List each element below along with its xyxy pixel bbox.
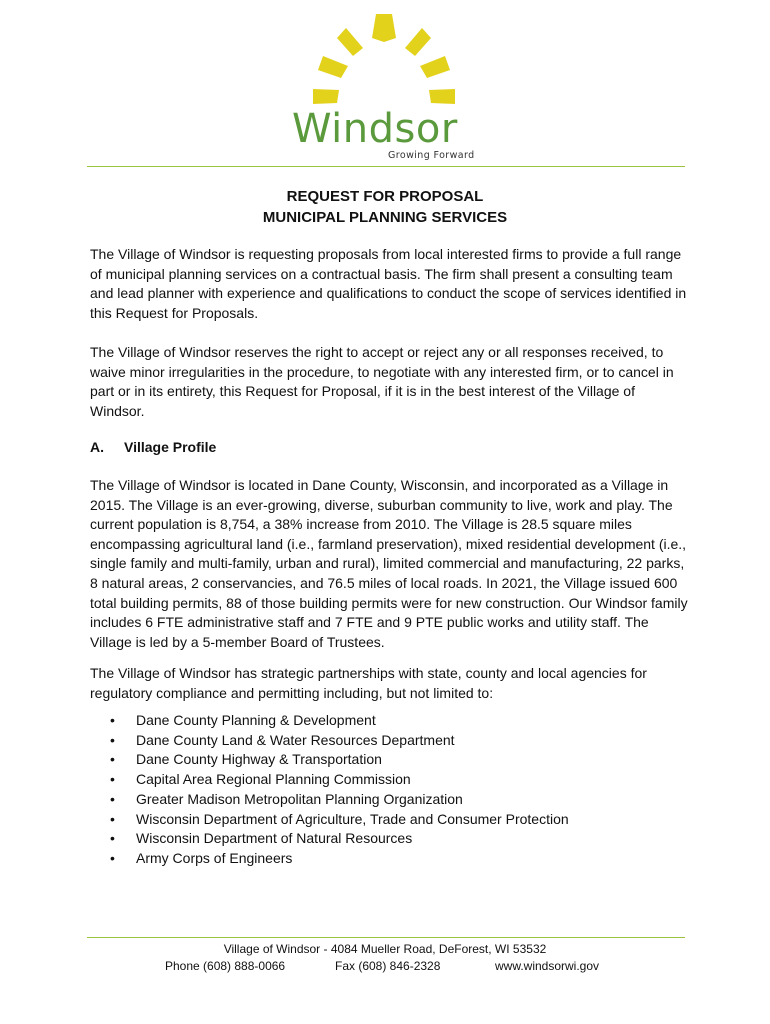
document-title: REQUEST FOR PROPOSAL	[286, 188, 484, 205]
footer-phone: Phone (608) 888-0066	[165, 959, 286, 973]
sun-ray	[372, 14, 396, 42]
bullet-icon: •	[110, 790, 115, 807]
sun-ray	[313, 89, 339, 104]
list-item: • Dane County Highway & Transportation	[110, 750, 569, 770]
sun-ray	[337, 28, 363, 56]
list-item: • Greater Madison Metropolitan Planning Organization	[110, 790, 569, 810]
section-heading	[90, 439, 216, 455]
list-item: • Wisconsin Department of Natural Resources	[110, 829, 569, 849]
footer-divider	[87, 937, 685, 938]
logo-tagline: Growing Forward	[388, 150, 475, 161]
agency-list	[110, 711, 569, 869]
footer-address: Village of Windsor - 4084 Mueller Road, DeForest, WI 53532	[223, 942, 547, 956]
sun-ray	[405, 28, 431, 56]
bullet-icon: •	[110, 830, 115, 847]
sun-ray	[318, 56, 348, 78]
bullet-icon: •	[110, 771, 115, 788]
list-item: • Army Corps of Engineers	[110, 849, 569, 869]
list-item: • Dane County Planning & Development	[110, 711, 569, 731]
partnerships-paragraph: The Village of Windsor has strategic partnerships with state, county and local agencies for regulatory compliance and permitting including, but not limited to:	[90, 665, 647, 701]
section-title: Village Profile	[124, 439, 217, 455]
sun-rays-icon	[0, 0, 770, 180]
bullet-icon: •	[110, 849, 115, 866]
header-divider	[87, 166, 685, 167]
sun-ray	[429, 89, 455, 104]
document-subtitle: MUNICIPAL PLANNING SERVICES	[262, 209, 508, 226]
village-profile-paragraph: The Village of Windsor is located in Dane County, Wisconsin, and incorporated as a Village in 2015. The Village is an ever-growing, diverse, suburban community to live, work and play. The current population is 8,754, a 38% increase from 2010. The Village is 28.5 square miles encompassing agricultural land (i.e., farmland preservation), mixed residential development (i.e., single family and multi-family, urban and rural), limited commercial and manufacturing, 22 parks, 8 natural areas, 2 conservancies, and 76.5 miles of local roads. In 2021, the Village issued 600 total building permits, 88 of those building permits were for new construction. Our Windsor family includes 6 FTE administrative staff and 7 FTE and 9 PTE public works and utility staff. The Village is led by a 5-member Board of Trustees.	[90, 477, 688, 650]
reservation-paragraph: The Village of Windsor reserves the right to accept or reject any or all responses received, to waive minor irregularities in the procedure, to negotiate with any interested firm, or to cancel in part or in its entirety, this Request for Proposal, if it is in the best interest of the Village of Windsor.	[90, 344, 674, 419]
bullet-icon: •	[110, 751, 115, 768]
footer-fax: Fax (608) 846-2328	[335, 959, 441, 973]
windsor-logo	[0, 0, 770, 180]
bullet-icon: •	[110, 731, 115, 748]
sun-ray	[420, 56, 450, 78]
list-item: • Capital Area Regional Planning Commission	[110, 770, 569, 790]
logo-wordmark: Windsor	[292, 106, 458, 152]
bullet-icon: •	[110, 712, 115, 728]
list-item: • Wisconsin Department of Agriculture, Trade and Consumer Protection	[110, 810, 569, 830]
intro-paragraph: The Village of Windsor is requesting proposals from local interested firms to provide a full range of municipal planning services on a contractual basis. The firm shall present a consulting team and lead planner with experience and qualifications to conduct the scope of services identified in this Request for Proposals.	[90, 246, 687, 321]
footer-website-link[interactable]: www.windsorwi.gov	[495, 959, 600, 973]
bullet-icon: •	[110, 810, 115, 827]
list-item: • Dane County Land & Water Resources Department	[110, 731, 569, 751]
section-letter: A.	[90, 439, 104, 455]
